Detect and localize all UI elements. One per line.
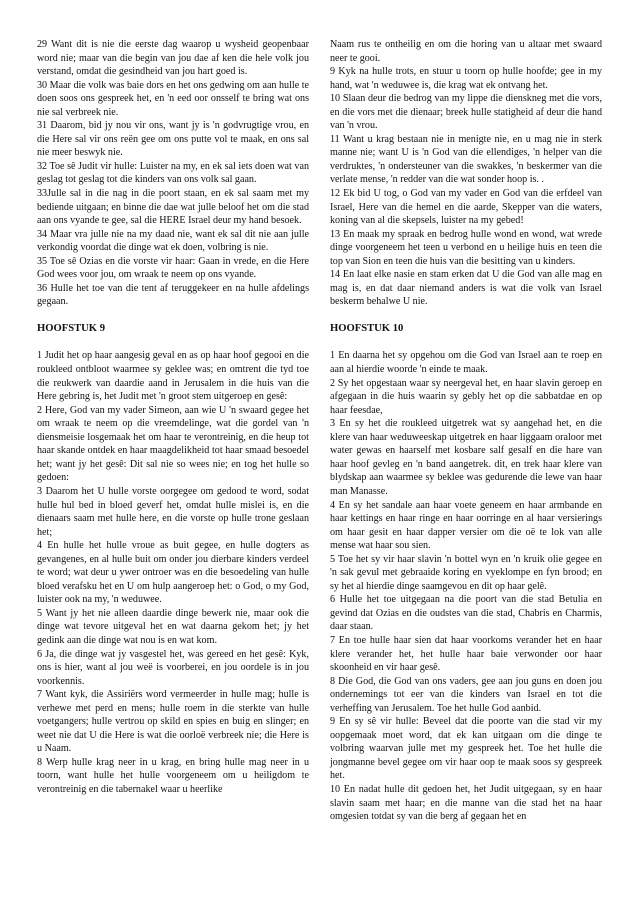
verse-paragraph: 30 Maar die volk was baie dors en het ons gedwing om aan hulle te doen soos ons gespreek het, en 'n eed oor onsself te bring wat ons nie sal verbreek nie. [37, 79, 309, 118]
verse-paragraph: 8 Werp hulle krag neer in u krag, en bring hulle mag neer in u toorn, want hulle het hulle voorgeneem om u heiligdom te verontreinig en die tabernakel waar u heerlike [37, 756, 309, 795]
verse-paragraph: 8 Die God, die God van ons vaders, gee aan jou guns en doen jou ondernemings tot eer van die kinders van Israel en tot die verheffing van Jerusalem. Toe het hulle God aanbid. [330, 675, 602, 714]
verse-paragraph: 29 Want dit is nie die eerste dag waarop u wysheid geopenbaar word nie; maar van die begin van jou dae af ken die hele volk jou verstand, omdat die gesindheid van jou hart goed is. [37, 39, 309, 78]
verse-paragraph: 14 En laat elke nasie en stam erken dat U die God van alle mag en mag is, en dat daar niemand anders is wat die volk van Israel beskerm behalwe U nie. [330, 269, 602, 308]
verse-paragraph: 5 Want jy het nie alleen daardie dinge bewerk nie, maar ook die dinge wat tevore uitgeval het en wat daarna gekom het; jy het gedink aan die dinge wat nou is en wat kom. [37, 607, 309, 646]
verse-paragraph: 9 Kyk na hulle trots, en stuur u toorn op hulle hoofde; gee in my hand, wat 'n weduwee is, die krag wat ek ontvang het. [330, 66, 602, 91]
chapter-heading: HOOFSTUK 10 [330, 323, 404, 335]
verse-paragraph: 10 En nadat hulle dit gedoen het, het Judit uitgegaan, sy en haar slavin saam met haar; en die manne van die stad het na haar omgesien totdat sy van die berg af gegaan het en [330, 783, 602, 823]
verse-paragraph: 1 En daarna het sy opgehou om die God van Israel aan te roep en aan al hierdie woorde 'n einde te maak. [330, 350, 602, 376]
spacer [330, 336, 602, 350]
verse-paragraph: 6 Hulle het toe uitgegaan na die poort van die stad Betulia en gevind dat Ozias en die oudstes van die stad, Chabris en Charmis, daar staan. [330, 594, 602, 633]
verse-paragraph: 4 En sy het sandale aan haar voete geneem en haar armbande en haar kettings en haar ringe en haar oorringe en al haar versierings om haar gesit en haar dapper versier om die oë te lok van alle mense wat haar sou sien. [330, 499, 602, 552]
verse-paragraph: 7 En toe hulle haar sien dat haar voorkoms verander het en haar klere verander het, het hulle haar baie verwonder oor haar skoonheid en vir haar gesê. [330, 634, 602, 674]
spacer [37, 336, 309, 350]
verse-paragraph: 12 Ek bid U tog, o God van my vader en God van die erfdeel van Israel, Here van die hemel en die aarde, Skepper van die waters, koning van al die skepsels, luister na my gebed! [330, 188, 602, 227]
verse-paragraph: 10 Slaan deur die bedrog van my lippe die dienskneg met die vors, en die vors met die dienaar; breek hulle statigheid af deur die hand van 'n vrou. [330, 93, 602, 132]
verse-paragraph: 3 Daarom het U hulle vorste oorgegee om gedood te word, sodat hulle hul bed in bloed geverf het, omdat hulle mislei is, en die dienaars saam met hulle here, en die vorste op hulle trone geslaan het; [37, 485, 309, 538]
verse-paragraph: 3 En sy het die roukleed uitgetrek wat sy aangehad het, en die klere van haar weduweeskap uitgetrek en haar liggaam oraloor met water gewas en haarself met kosbare salf gesalf en die hare van haar hoof gevleg en 'n band aangetrek. dit, en trek haar klere van blydskap aan waarmee sy beklee was gedurende die lewe van haar man Manasse. [330, 418, 602, 497]
verse-paragraph: 2 Sy het opgestaan waar sy neergeval het, en haar slavin geroep en afgegaan in die huis waarin sy gebly het op die sabbatdae en op haar feesdae, [330, 377, 602, 416]
verse-paragraph: 7 Want kyk, die Assiriërs word vermeerder in hulle mag; hulle is verhewe met perd en mens; hulle roem in die sterkte van hulle voetgangers; hulle vertrou op skild en spies en buig en slinger; en weet nie dat U die Here is wat die oorloë verbreek nie; die Here is u Naam. [37, 689, 309, 755]
verse-paragraph: 1 Judit het op haar aangesig geval en as op haar hoof gegooi en die roukleed ontbloot waarmee sy geklee was; en omtrent die tyd toe die reukwerk van daardie aand in Jerusalem in die huis van die Here gebring is, het Judit met 'n groot stem uitgeroep en gesê: [37, 350, 309, 403]
spacer [330, 309, 602, 323]
spacer [37, 309, 309, 323]
left-column [37, 38, 309, 797]
verse-paragraph: 33Julle sal in die nag in die poort staan, en ek sal saam met my bediende uitgaan; en binne die dae wat julle beloof het om die stad aan ons vyande te gee, sal die HERE Israel deur my hand besoek. [37, 188, 309, 227]
verse-paragraph: 5 Toe het sy vir haar slavin 'n bottel wyn en 'n kruik olie gegee en 'n sak gevul met gebraaide koring en vyeklompe en fyn brood; en sy het al hierdie dinge saamgevou en dit op haar gelê. [330, 553, 602, 592]
verse-paragraph: Naam rus te ontheilig en om die horing van u altaar met swaard neer te gooi. [330, 39, 602, 64]
verse-paragraph: 11 Want u krag bestaan nie in menigte nie, en u mag nie in sterk manne nie; want U is 'n God van die ellendiges, 'n helper van die verdruktes, 'n ondersteuner van die swakkes, 'n beskermer van die verlate mense, 'n redder van die wat sonder hoop is. . [330, 133, 602, 186]
verse-paragraph: 32 Toe sê Judit vir hulle: Luister na my, en ek sal iets doen wat van geslag tot geslag tot die kinders van ons volk sal gaan. [37, 160, 309, 186]
verse-paragraph: 35 Toe sê Ozias en die vorste vir haar: Gaan in vrede, en die Here God wees voor jou, om wraak te neem op ons vyande. [37, 255, 309, 281]
verse-paragraph: 34 Maar vra julle nie na my daad nie, want ek sal dit nie aan julle verkondig voordat die dinge wat ek doen, volbring is nie. [37, 228, 309, 254]
verse-paragraph: 6 Ja, die dinge wat jy vasgestel het, was gereed en het gesê: Kyk, ons is hier, want al jou weë is voorberei, en jou oordele is in jou voorkennis. [37, 648, 309, 687]
right-column [330, 38, 602, 824]
verse-paragraph: 31 Daarom, bid jy nou vir ons, want jy is 'n godvrugtige vrou, en die Here sal vir ons reën gee om ons putte vol te maak, en ons sal nie meer beswyk nie. [37, 120, 309, 159]
verse-paragraph: 36 Hulle het toe van die tent af teruggekeer en na hulle afdelings gegaan. [37, 282, 309, 308]
verse-paragraph: 13 En maak my spraak en bedrog hulle wond en wond, wat wrede dinge voorgeneem het teen u verbond en u heilige huis en teen die top van Sion en teen die huis van die besitting van u kinders. [330, 228, 602, 267]
verse-paragraph: 4 En hulle het hulle vroue as buit gegee, en hulle dogters as gevangenes, en al hulle buit om onder jou dierbare kinders verdeel te word; wat deur u ywer ontroer was en die besoedeling van hulle bloed verafsku het en U om hulp aangeroep het: o God, o my God, luister ook na my, 'n weduwee. [37, 540, 309, 606]
verse-paragraph: 9 En sy sê vir hulle: Beveel dat die poorte van die stad vir my oopgemaak moet word, dat ek kan uitgaan om die dinge te volbring waarvan julle met my gespreek het. Toe het hulle die jongmanne bevel gegee om vir haar oop te maak soos sy gespreek het. [330, 716, 602, 782]
verse-paragraph: 2 Here, God van my vader Simeon, aan wie U 'n swaard gegee het om wraak te neem op die vreemdelinge, wat die gordel van 'n diensmeisie losgemaak het om haar te verontreinig, en die heup tot haar skande ontdek en haar maagdelikheid tot haar smaad besoedel het; want jy het gesê: Dit sal nie so wees nie; en tog het hulle so gedoen: [37, 404, 309, 484]
chapter-heading: HOOFSTUK 9 [37, 323, 105, 335]
